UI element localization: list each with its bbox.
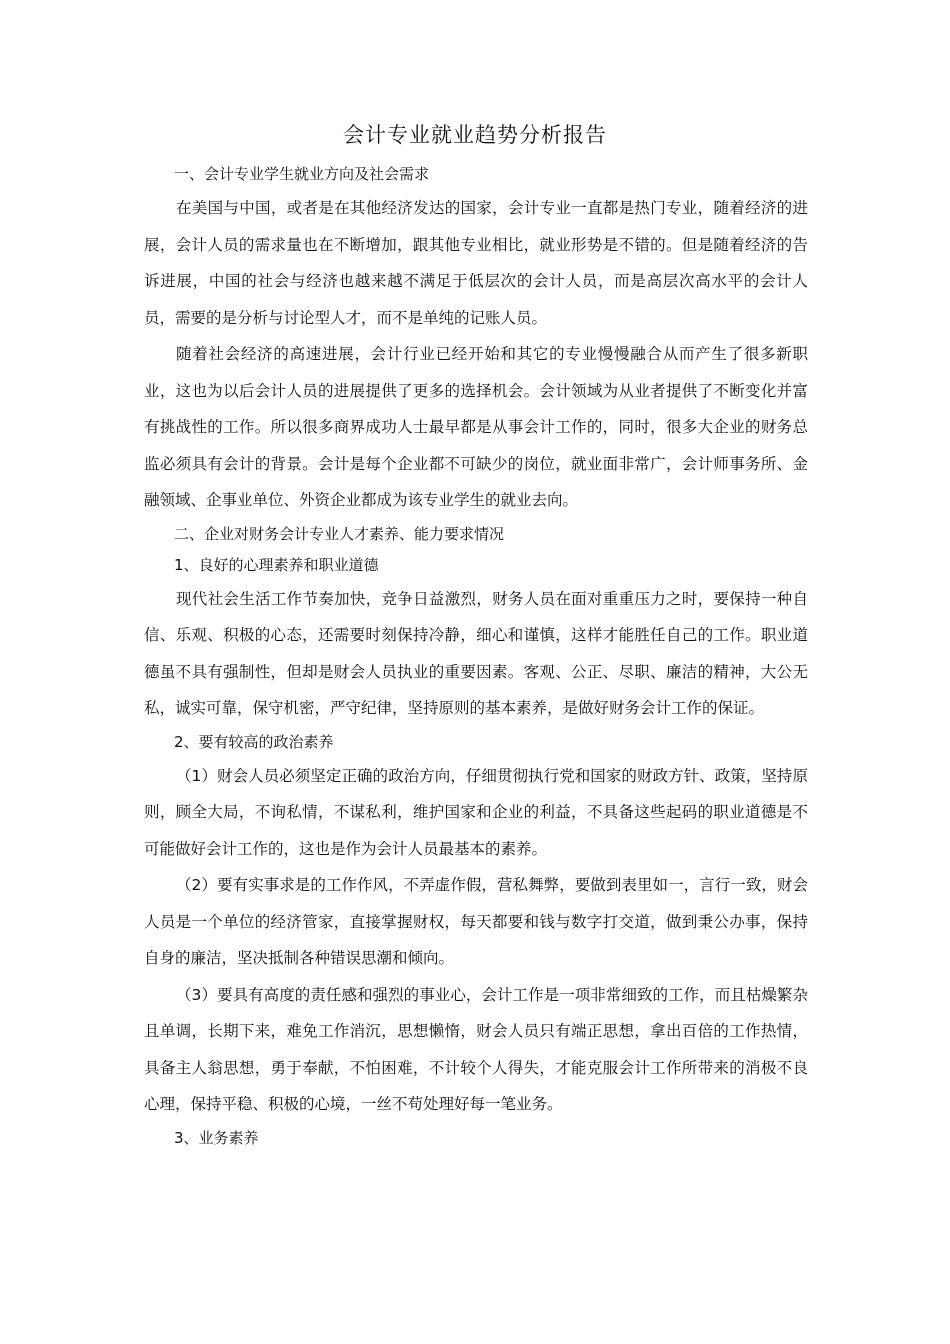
section-heading-1: 一、会计专业学生就业方向及社会需求 — [174, 165, 430, 183]
document-body — [144, 159, 808, 1154]
paragraph-1: 在美国与中国，或者是在其他经济发达的国家，会计专业一直都是热门专业，随着经济的进展，会计人员的需求量也在不断增加，跟其他专业相比，就业形势是不错的。但是随着经济的告诉进展，中国的社会与经济也越来越不满足于低层次的会计人员，而是高层次高水平的会计人员，需要的是分析与讨论型人才，而不是单纯的记账人员。 — [144, 199, 808, 327]
subsection-heading-3: 3、业务素养 — [174, 1128, 259, 1147]
subsection-heading-2: 2、要有较高的政治素养 — [174, 732, 334, 751]
paragraph-5: （2）要有实事求是的工作作风，不弄虚作假，营私舞弊，要做到表里如一，言行一致，财会人员是一个单位的经济管家，直接掌握财权，每天都要和钱与数字打交道，做到秉公办事，保持自身的廉洁，坚决抵制各种错误思潮和倾向。 — [144, 876, 808, 967]
paragraph-4: （1）财会人员必须坚定正确的政治方向，仔细贯彻执行党和国家的财政方针、政策，坚持原则，顾全大局，不询私情，不谋私利，维护国家和企业的利益，不具备这些起码的职业道德是不可能做好会计工作的，这也是作为会计人员最基本的素养。 — [144, 766, 808, 858]
paragraph-6: （3）要具有高度的责任感和强烈的事业心，会计工作是一项非常细致的工作，而且枯燥繁杂且单调，长期下来，难免工作消沉，思想懒惰，财会人员只有端正思想，拿出百倍的工作热情，具备主人翁思想，勇于奉献，不怕困难，不计较个人得失，才能克服会计工作所带来的消极不良心理，保持平稳、积极的心境，一丝不苟处理好每一笔业务。 — [144, 985, 808, 1113]
document-title: 会计专业就业趋势分析报告 — [343, 123, 607, 147]
paragraph-2: 随着社会经济的高速进展，会计行业已经开始和其它的专业慢慢融合从而产生了很多新职业，这也为以后会计人员的进展提供了更多的选择机会。会计领域为从业者提供了不断变化并富有挑战性的工作。所以很多商界成功人士最早都是从事会计工作的，同时，很多大企业的财务总监必须具有会计的背景。会计是每个企业都不可缺少的岗位，就业面非常广，会计师事务所、金融领域、企事业单位、外资企业都成为该专业学生的就业去向。 — [144, 345, 808, 509]
section-heading-2: 二、企业对财务会计专业人才素养、能力要求情况 — [174, 524, 505, 543]
subsection-heading-1: 1、良好的心理素养和职业道德 — [174, 555, 379, 574]
paragraph-3: 现代社会生活工作节奏加快，竞争日益激烈，财务人员在面对重重压力之时，要保持一种自信、乐观、积极的心态，还需要时刻保持冷静，细心和谨慎，这样才能胜任自己的工作。职业道德虽不具有强制性，但却是财会人员执业的重要因素。客观、公正、尽职、廉洁的精神，大公无私，诚实可靠，保守机密，严守纪律，坚持原则的基本素养，是做好财务会计工作的保证。 — [144, 589, 808, 717]
